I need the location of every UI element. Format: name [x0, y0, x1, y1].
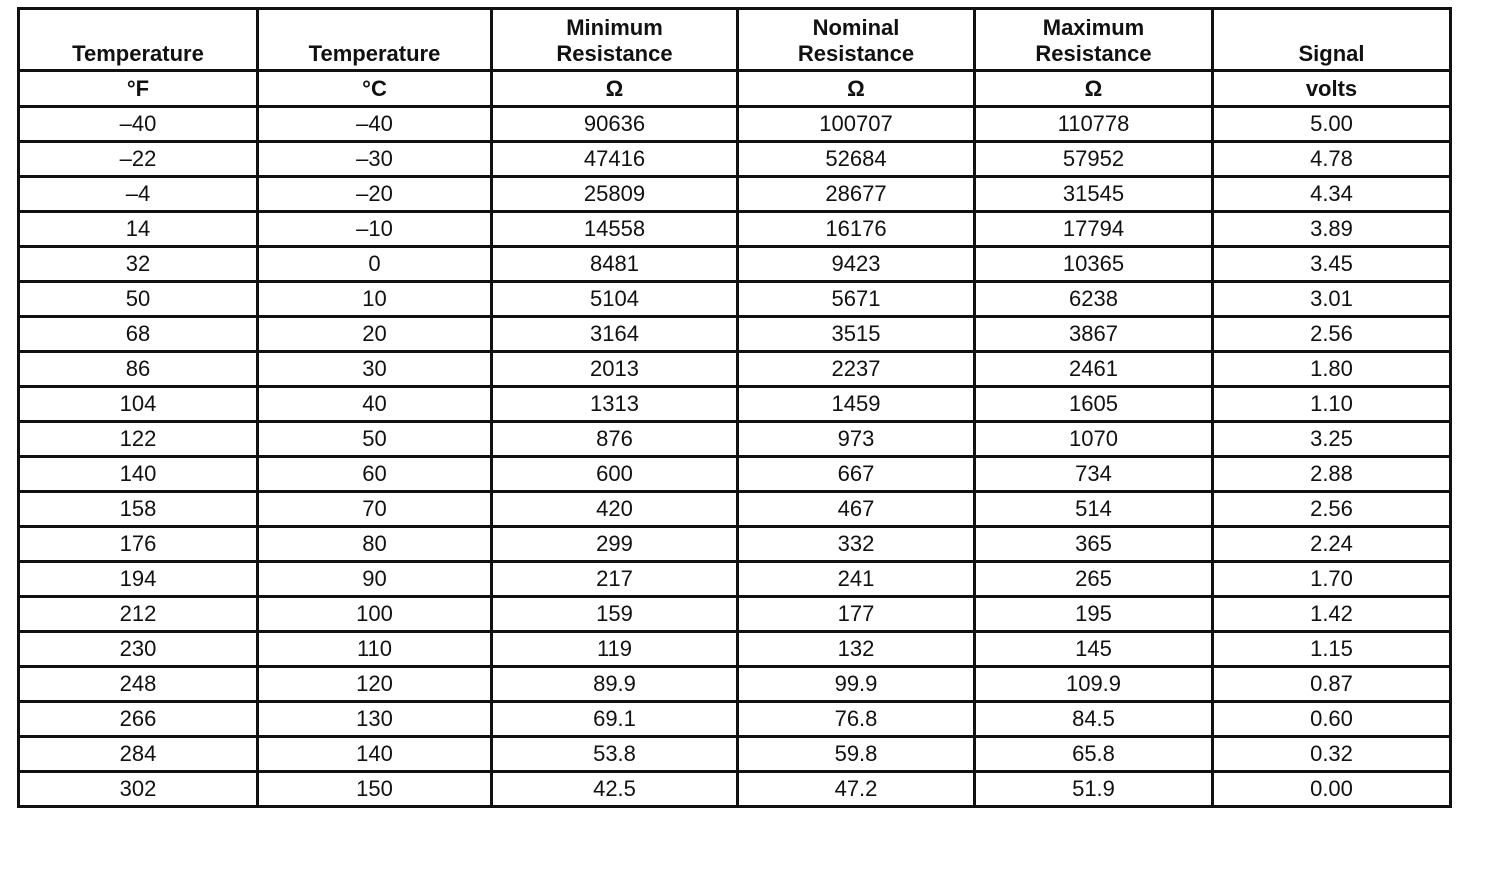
temp-c-cell: –20	[258, 177, 492, 212]
min-resistance-cell: 3164	[492, 317, 738, 352]
temp-f-cell: –4	[19, 177, 258, 212]
signal-cell: 5.00	[1213, 107, 1451, 142]
header-line: Temperature	[72, 41, 204, 66]
signal-cell: 0.87	[1213, 667, 1451, 702]
table-row	[19, 667, 1451, 702]
signal-cell: 3.45	[1213, 247, 1451, 282]
temp-f-cell: –22	[19, 142, 258, 177]
min-resistance-cell: 90636	[492, 107, 738, 142]
table-row	[19, 107, 1451, 142]
temp-f-cell: 140	[19, 457, 258, 492]
min-resistance-cell: 600	[492, 457, 738, 492]
temp-c-cell: 120	[258, 667, 492, 702]
min-resistance-cell: 69.1	[492, 702, 738, 737]
nominal-resistance-cell: 28677	[738, 177, 975, 212]
temp-c-cell: 130	[258, 702, 492, 737]
nominal-resistance-cell: 9423	[738, 247, 975, 282]
table-row	[19, 177, 1451, 212]
temp-f-cell: 50	[19, 282, 258, 317]
temp-f-cell: 158	[19, 492, 258, 527]
max-resistance-cell: 6238	[975, 282, 1213, 317]
nominal-resistance-cell: 667	[738, 457, 975, 492]
table-row	[19, 597, 1451, 632]
temp-c-cell: 30	[258, 352, 492, 387]
temp-f-cell: 194	[19, 562, 258, 597]
signal-cell: 3.89	[1213, 212, 1451, 247]
signal-cell: 4.78	[1213, 142, 1451, 177]
temp-c-cell: 140	[258, 737, 492, 772]
max-resistance-cell: 1605	[975, 387, 1213, 422]
temp-c-cell: 70	[258, 492, 492, 527]
min-resistance-cell: 42.5	[492, 772, 738, 807]
nominal-resistance-cell: 177	[738, 597, 975, 632]
signal-cell: 2.56	[1213, 492, 1451, 527]
temp-c-cell: 150	[258, 772, 492, 807]
temp-c-cell: 10	[258, 282, 492, 317]
max-resistance-cell: 57952	[975, 142, 1213, 177]
header-line: Resistance	[797, 41, 915, 66]
min-resistance-cell: 8481	[492, 247, 738, 282]
unit-volts: volts	[1213, 71, 1451, 107]
unit-ohm-maximum: Ω	[975, 71, 1213, 107]
min-resistance-cell: 89.9	[492, 667, 738, 702]
min-resistance-cell: 299	[492, 527, 738, 562]
nominal-resistance-cell: 241	[738, 562, 975, 597]
header-line: Signal	[1298, 41, 1365, 66]
nominal-resistance-cell: 52684	[738, 142, 975, 177]
table-header	[19, 9, 1451, 107]
min-resistance-cell: 25809	[492, 177, 738, 212]
table-row	[19, 247, 1451, 282]
nominal-resistance-cell: 1459	[738, 387, 975, 422]
table-row	[19, 282, 1451, 317]
signal-cell: 1.10	[1213, 387, 1451, 422]
header-temperature-c	[258, 9, 492, 71]
table-row	[19, 527, 1451, 562]
min-resistance-cell: 217	[492, 562, 738, 597]
signal-cell: 1.15	[1213, 632, 1451, 667]
header-minimum-resistance	[492, 9, 738, 71]
table-row	[19, 422, 1451, 457]
max-resistance-cell: 265	[975, 562, 1213, 597]
max-resistance-cell: 2461	[975, 352, 1213, 387]
max-resistance-cell: 109.9	[975, 667, 1213, 702]
min-resistance-cell: 5104	[492, 282, 738, 317]
header-unit-row	[19, 71, 1451, 107]
temp-c-cell: –40	[258, 107, 492, 142]
max-resistance-cell: 734	[975, 457, 1213, 492]
table-row	[19, 142, 1451, 177]
signal-cell: 3.25	[1213, 422, 1451, 457]
signal-cell: 2.88	[1213, 457, 1451, 492]
temp-c-cell: –30	[258, 142, 492, 177]
nominal-resistance-cell: 59.8	[738, 737, 975, 772]
min-resistance-cell: 420	[492, 492, 738, 527]
temp-f-cell: 14	[19, 212, 258, 247]
temp-c-cell: 60	[258, 457, 492, 492]
temp-c-cell: 80	[258, 527, 492, 562]
temp-c-cell: 100	[258, 597, 492, 632]
signal-cell: 0.32	[1213, 737, 1451, 772]
header-temperature-f	[19, 9, 258, 71]
temp-c-cell: 40	[258, 387, 492, 422]
max-resistance-cell: 3867	[975, 317, 1213, 352]
temp-c-cell: –10	[258, 212, 492, 247]
header-title-row	[19, 9, 1451, 71]
header-line: Temperature	[308, 41, 441, 66]
min-resistance-cell: 876	[492, 422, 738, 457]
resistance-table	[17, 7, 1452, 808]
min-resistance-cell: 53.8	[492, 737, 738, 772]
signal-cell: 1.80	[1213, 352, 1451, 387]
signal-cell: 0.60	[1213, 702, 1451, 737]
min-resistance-cell: 47416	[492, 142, 738, 177]
temp-c-cell: 110	[258, 632, 492, 667]
max-resistance-cell: 145	[975, 632, 1213, 667]
nominal-resistance-cell: 16176	[738, 212, 975, 247]
max-resistance-cell: 10365	[975, 247, 1213, 282]
max-resistance-cell: 65.8	[975, 737, 1213, 772]
header-maximum-resistance	[975, 9, 1213, 71]
max-resistance-cell: 51.9	[975, 772, 1213, 807]
nominal-resistance-cell: 2237	[738, 352, 975, 387]
temp-f-cell: 284	[19, 737, 258, 772]
header-nominal-resistance	[738, 9, 975, 71]
nominal-resistance-cell: 5671	[738, 282, 975, 317]
header-line: Nominal	[812, 15, 900, 40]
table-row	[19, 632, 1451, 667]
signal-cell: 1.42	[1213, 597, 1451, 632]
unit-celsius: °C	[258, 71, 492, 107]
min-resistance-cell: 1313	[492, 387, 738, 422]
temp-f-cell: 266	[19, 702, 258, 737]
min-resistance-cell: 14558	[492, 212, 738, 247]
table-row	[19, 492, 1451, 527]
temp-c-cell: 0	[258, 247, 492, 282]
max-resistance-cell: 1070	[975, 422, 1213, 457]
table-row	[19, 352, 1451, 387]
max-resistance-cell: 110778	[975, 107, 1213, 142]
table-row	[19, 212, 1451, 247]
max-resistance-cell: 84.5	[975, 702, 1213, 737]
temp-f-cell: 86	[19, 352, 258, 387]
signal-cell: 3.01	[1213, 282, 1451, 317]
min-resistance-cell: 119	[492, 632, 738, 667]
temp-c-cell: 50	[258, 422, 492, 457]
signal-cell: 4.34	[1213, 177, 1451, 212]
table-row	[19, 562, 1451, 597]
max-resistance-cell: 514	[975, 492, 1213, 527]
signal-cell: 1.70	[1213, 562, 1451, 597]
temp-c-cell: 90	[258, 562, 492, 597]
header-line: Resistance	[556, 41, 673, 66]
temp-f-cell: 302	[19, 772, 258, 807]
header-line: Minimum	[566, 15, 663, 40]
temp-f-cell: 68	[19, 317, 258, 352]
temp-f-cell: 104	[19, 387, 258, 422]
nominal-resistance-cell: 47.2	[738, 772, 975, 807]
temp-f-cell: 32	[19, 247, 258, 282]
temp-f-cell: –40	[19, 107, 258, 142]
unit-ohm-nominal: Ω	[738, 71, 975, 107]
table-row	[19, 702, 1451, 737]
header-line: Maximum	[1042, 15, 1145, 40]
min-resistance-cell: 2013	[492, 352, 738, 387]
min-resistance-cell: 159	[492, 597, 738, 632]
nominal-resistance-cell: 3515	[738, 317, 975, 352]
max-resistance-cell: 31545	[975, 177, 1213, 212]
max-resistance-cell: 195	[975, 597, 1213, 632]
nominal-resistance-cell: 76.8	[738, 702, 975, 737]
table-row	[19, 317, 1451, 352]
max-resistance-cell: 365	[975, 527, 1213, 562]
nominal-resistance-cell: 973	[738, 422, 975, 457]
temp-f-cell: 176	[19, 527, 258, 562]
nominal-resistance-cell: 467	[738, 492, 975, 527]
nominal-resistance-cell: 132	[738, 632, 975, 667]
nominal-resistance-cell: 100707	[738, 107, 975, 142]
nominal-resistance-cell: 332	[738, 527, 975, 562]
table-row	[19, 457, 1451, 492]
temp-f-cell: 212	[19, 597, 258, 632]
signal-cell: 0.00	[1213, 772, 1451, 807]
temp-f-cell: 122	[19, 422, 258, 457]
temp-f-cell: 248	[19, 667, 258, 702]
temp-f-cell: 230	[19, 632, 258, 667]
nominal-resistance-cell: 99.9	[738, 667, 975, 702]
header-line: Resistance	[1035, 41, 1152, 66]
table-row	[19, 737, 1451, 772]
table-body	[19, 107, 1451, 807]
table-row	[19, 772, 1451, 807]
header-signal	[1213, 9, 1451, 71]
unit-fahrenheit: °F	[19, 71, 258, 107]
temp-c-cell: 20	[258, 317, 492, 352]
signal-cell: 2.24	[1213, 527, 1451, 562]
max-resistance-cell: 17794	[975, 212, 1213, 247]
table-row	[19, 387, 1451, 422]
unit-ohm-minimum: Ω	[492, 71, 738, 107]
signal-cell: 2.56	[1213, 317, 1451, 352]
